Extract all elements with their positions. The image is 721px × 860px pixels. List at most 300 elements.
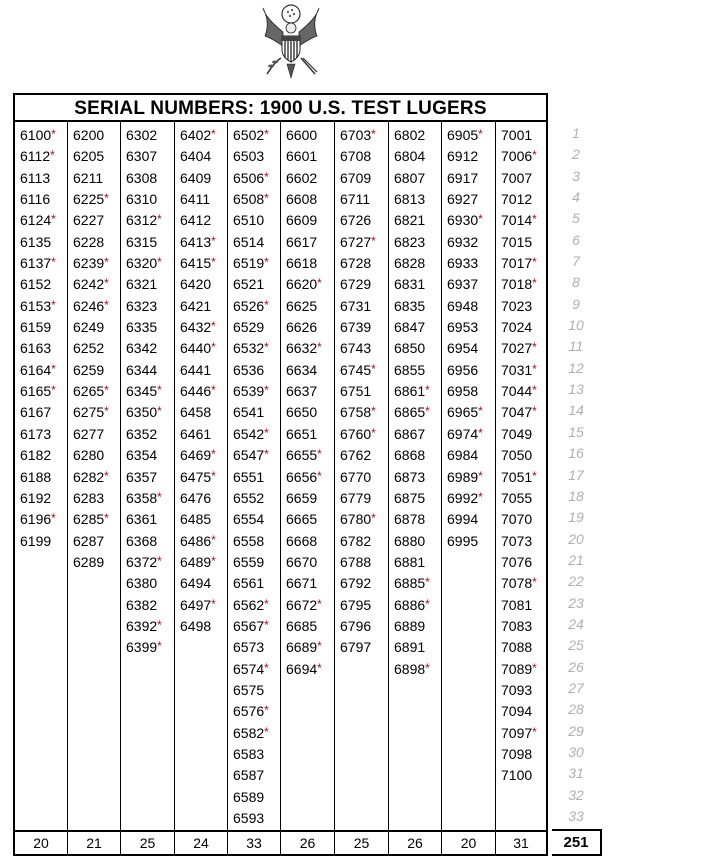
serial-number: 6182 — [20, 447, 52, 464]
serial-number: 6228 — [73, 233, 105, 250]
serial-number: 6726 — [340, 212, 372, 229]
row-number: 16 — [568, 445, 584, 462]
asterisk-marker: * — [317, 447, 322, 462]
serial-number-cell — [501, 445, 546, 466]
serial-number: 6441 — [180, 361, 212, 378]
serial-number-cell — [73, 360, 120, 381]
serial-number: 6497 — [180, 596, 212, 613]
serial-number: 6116 — [20, 191, 51, 208]
serial-number: 6323 — [126, 297, 158, 314]
serial-number-cell — [286, 253, 334, 274]
serial-number-cell — [447, 467, 495, 488]
serial-number: 6958 — [447, 383, 479, 400]
asterisk-marker: * — [211, 532, 216, 547]
serial-number: 6583 — [233, 745, 265, 762]
serial-number-cell — [180, 402, 227, 423]
serial-number-cell — [73, 552, 120, 573]
serial-number-cell — [20, 402, 67, 423]
serial-number: 6399 — [126, 639, 158, 656]
asterisk-marker: * — [264, 255, 269, 270]
serial-number-cell — [394, 125, 441, 146]
serial-number: 6205 — [73, 148, 105, 165]
asterisk-marker: * — [425, 404, 430, 419]
asterisk-marker: * — [317, 468, 322, 483]
serial-number-cell — [394, 360, 441, 381]
serial-number: 6246 — [73, 297, 105, 314]
serial-number-cell — [286, 338, 334, 359]
serial-number-cell — [233, 360, 280, 381]
serial-number: 7017 — [501, 255, 533, 272]
serial-number: 6668 — [286, 532, 318, 549]
serial-number: 6831 — [394, 276, 426, 293]
serial-number-cell — [233, 317, 280, 338]
asterisk-marker: * — [157, 489, 162, 504]
serial-number: 6412 — [180, 212, 212, 229]
serial-number-cell — [126, 381, 174, 402]
serial-number: 6380 — [126, 575, 158, 592]
serial-number: 6933 — [447, 255, 479, 272]
serial-number-cell — [340, 253, 388, 274]
serial-number: 6112 — [20, 148, 51, 165]
asterisk-marker: * — [264, 596, 269, 611]
serial-number: 7018 — [501, 276, 533, 293]
serial-number: 6567 — [233, 617, 265, 634]
row-number: 21 — [568, 551, 584, 568]
serial-number: 6632 — [286, 340, 318, 357]
serial-number: 7006 — [501, 148, 533, 165]
serial-number: 6694 — [286, 660, 318, 677]
serial-number-cell — [340, 381, 388, 402]
serial-number-cell — [73, 445, 120, 466]
serial-number-cell — [126, 125, 174, 146]
row-number: 30 — [568, 743, 584, 760]
serial-number-cell — [180, 210, 227, 231]
serial-number: 6994 — [447, 511, 479, 528]
serial-number: 6927 — [447, 191, 479, 208]
serial-number-cell — [501, 274, 546, 295]
serial-number-cell — [286, 488, 334, 509]
row-number: 33 — [568, 808, 584, 824]
serial-number-cell — [286, 509, 334, 530]
serial-number: 6689 — [286, 639, 318, 656]
serial-number-cell — [286, 616, 334, 637]
serial-number-cell — [447, 210, 495, 231]
serial-number: 6709 — [340, 169, 372, 186]
serial-number: 6835 — [394, 297, 426, 314]
serial-number: 6659 — [286, 489, 318, 506]
serial-number: 6312 — [126, 212, 158, 229]
asterisk-marker: * — [51, 212, 56, 227]
serial-number-cell — [20, 125, 67, 146]
serial-number: 7098 — [501, 745, 533, 762]
serial-number: 6227 — [73, 212, 105, 229]
serial-number: 6731 — [340, 297, 372, 314]
asterisk-marker: * — [104, 255, 109, 270]
asterisk-marker: * — [532, 660, 537, 675]
serial-number-cell — [180, 616, 227, 637]
serial-number: 6995 — [447, 532, 479, 549]
serial-number-cell — [20, 168, 67, 189]
serial-number-cell — [73, 232, 120, 253]
serial-number: 6559 — [233, 553, 265, 570]
serial-number-cell — [233, 232, 280, 253]
row-number: 32 — [568, 786, 584, 803]
serial-number: 6912 — [447, 148, 479, 165]
asterisk-marker: * — [478, 468, 483, 483]
serial-number: 6634 — [286, 361, 318, 378]
serial-number: 6868 — [394, 447, 426, 464]
serial-number-cell — [447, 168, 495, 189]
serial-number-cell — [126, 189, 174, 210]
serial-number: 6703 — [340, 127, 372, 143]
serial-number: 6608 — [286, 191, 318, 208]
serial-number-cell — [286, 552, 334, 573]
serial-number: 7094 — [501, 703, 533, 720]
serial-number-cell — [126, 338, 174, 359]
serial-number: 6582 — [233, 724, 265, 741]
serial-number: 7027 — [501, 340, 533, 357]
serial-number-cell — [73, 168, 120, 189]
serial-number-cell — [286, 424, 334, 445]
serial-number-cell — [73, 253, 120, 274]
asterisk-marker: * — [211, 468, 216, 483]
serial-number: 6200 — [73, 127, 105, 143]
serial-number: 7076 — [501, 553, 533, 570]
serial-number: 7100 — [501, 767, 533, 784]
column-total: 33 — [228, 832, 281, 854]
serial-number: 6804 — [394, 148, 426, 165]
asterisk-marker: * — [264, 297, 269, 312]
serial-number-cell — [286, 467, 334, 488]
asterisk-marker: * — [264, 340, 269, 355]
row-number: 31 — [568, 765, 584, 782]
serial-number-cell — [340, 168, 388, 189]
serial-number-cell — [73, 531, 120, 552]
serial-number-cell — [20, 424, 67, 445]
asterisk-marker: * — [104, 511, 109, 526]
asterisk-marker: * — [51, 361, 56, 376]
serial-number: 6655 — [286, 447, 318, 464]
serial-number: 6461 — [180, 425, 212, 442]
serial-number: 6285 — [73, 511, 105, 528]
serial-number: 6885 — [394, 575, 426, 592]
serial-number-cell — [501, 381, 546, 402]
serial-number: 6889 — [394, 617, 426, 634]
serial-number: 6163 — [20, 340, 52, 357]
serial-number-cell — [394, 595, 441, 616]
serial-number-cell — [340, 274, 388, 295]
asterisk-marker: * — [211, 383, 216, 398]
serial-number-cell — [286, 595, 334, 616]
asterisk-marker: * — [317, 340, 322, 355]
serial-number-cell — [73, 210, 120, 231]
serial-number: 6954 — [447, 340, 479, 357]
serial-number: 6554 — [233, 511, 265, 528]
asterisk-marker: * — [371, 425, 376, 440]
serial-number-cell — [126, 232, 174, 253]
serial-number-cell — [501, 467, 546, 488]
serial-number: 6239 — [73, 255, 105, 272]
serial-number: 6357 — [126, 468, 158, 485]
serial-number: 6618 — [286, 255, 318, 272]
serial-column-10 — [496, 122, 546, 830]
serial-number-cell — [340, 509, 388, 530]
serial-number: 6948 — [447, 297, 479, 314]
serial-number-cell — [180, 381, 227, 402]
serial-number: 6602 — [286, 169, 318, 186]
serial-number-cell — [180, 317, 227, 338]
serial-column-9 — [442, 122, 496, 830]
serial-number-cell — [180, 274, 227, 295]
asterisk-marker: * — [264, 127, 269, 141]
serial-number-cell — [501, 595, 546, 616]
serial-number: 6124 — [20, 212, 52, 229]
asterisk-marker: * — [211, 340, 216, 355]
serial-number: 6878 — [394, 511, 426, 528]
row-number: 10 — [568, 317, 584, 334]
serial-number-cell — [180, 445, 227, 466]
serial-number-cell — [20, 509, 67, 530]
serial-number-cell — [286, 637, 334, 658]
serial-number-cell — [233, 552, 280, 573]
serial-number: 6620 — [286, 276, 318, 293]
serial-number-cell — [233, 787, 280, 808]
serial-number-cell — [501, 723, 546, 744]
serial-number: 6225 — [73, 191, 105, 208]
serial-number-cell — [73, 338, 120, 359]
grand-total: 251 — [552, 829, 602, 856]
serial-number-cell — [180, 253, 227, 274]
serial-number-cell — [20, 445, 67, 466]
serial-number: 6609 — [286, 212, 318, 229]
serial-number: 6320 — [126, 255, 158, 272]
serial-number: 7070 — [501, 511, 533, 528]
serial-number: 6823 — [394, 233, 426, 250]
row-number-column — [556, 123, 596, 827]
serial-number-cell — [447, 402, 495, 423]
serial-number-cell — [286, 531, 334, 552]
serial-number: 6308 — [126, 169, 158, 186]
serial-number: 6489 — [180, 553, 212, 570]
serial-number: 7015 — [501, 233, 533, 250]
serial-number: 6275 — [73, 404, 105, 421]
asterisk-marker: * — [532, 575, 537, 590]
serial-number: 6821 — [394, 212, 426, 229]
asterisk-marker: * — [478, 425, 483, 440]
serial-number-cell — [286, 445, 334, 466]
serial-number-cell — [73, 146, 120, 167]
serial-number-cell — [394, 381, 441, 402]
serial-number-cell — [20, 488, 67, 509]
serial-number: 6930 — [447, 212, 479, 229]
serial-number: 6671 — [286, 575, 318, 592]
serial-number-cell — [501, 168, 546, 189]
serial-number-cell — [340, 424, 388, 445]
serial-number: 6625 — [286, 297, 318, 314]
column-total: 21 — [68, 832, 121, 854]
asterisk-marker: * — [532, 383, 537, 398]
row-number: 26 — [568, 658, 584, 675]
serial-number-cell — [20, 467, 67, 488]
serial-number: 6743 — [340, 340, 372, 357]
serial-number: 6729 — [340, 276, 372, 293]
row-number: 4 — [572, 189, 580, 206]
serial-number-cell — [340, 595, 388, 616]
serial-number: 6283 — [73, 489, 105, 506]
serial-number-cell — [394, 338, 441, 359]
asterisk-marker: * — [264, 169, 269, 184]
serial-number-cell — [340, 210, 388, 231]
serial-number: 6409 — [180, 169, 212, 186]
serial-column-6 — [281, 122, 335, 830]
serial-column-2 — [68, 122, 121, 830]
serial-number: 6421 — [180, 297, 212, 314]
serial-number-cell — [73, 296, 120, 317]
serial-number: 6113 — [20, 169, 51, 186]
serial-number: 6277 — [73, 425, 105, 442]
serial-number: 7014 — [501, 212, 533, 229]
serial-number: 6508 — [233, 191, 265, 208]
serial-number: 6576 — [233, 703, 265, 720]
row-number: 18 — [568, 487, 584, 504]
column-total: 20 — [15, 832, 68, 854]
serial-number-cell — [286, 146, 334, 167]
serial-number: 6188 — [20, 468, 52, 485]
serial-number-cell — [340, 317, 388, 338]
serial-number-cell — [286, 232, 334, 253]
serial-number: 7055 — [501, 489, 533, 506]
serial-number-cell — [394, 509, 441, 530]
serial-number-cell — [73, 509, 120, 530]
great-seal-eagle-icon — [255, 2, 327, 80]
serial-number-cell — [501, 189, 546, 210]
row-number: 25 — [568, 637, 584, 654]
asterisk-marker: * — [157, 212, 162, 227]
serial-number: 6310 — [126, 191, 158, 208]
serial-number: 6551 — [233, 468, 265, 485]
serial-column-1 — [15, 122, 68, 830]
serial-number-cell — [180, 488, 227, 509]
serial-number: 6372 — [126, 553, 158, 570]
serial-number: 6344 — [126, 361, 158, 378]
serial-number-cell — [20, 146, 67, 167]
serial-number-cell — [233, 146, 280, 167]
serial-number-cell — [233, 616, 280, 637]
serial-number-cell — [501, 701, 546, 722]
serial-number-cell — [394, 467, 441, 488]
asterisk-marker: * — [104, 297, 109, 312]
serial-number-cell — [447, 488, 495, 509]
serial-number: 6469 — [180, 447, 212, 464]
serial-number: 6252 — [73, 340, 105, 357]
serial-number-cell — [126, 253, 174, 274]
serial-number-cell — [233, 744, 280, 765]
serial-number: 6656 — [286, 468, 318, 485]
serial-number-cell — [501, 296, 546, 317]
serial-number: 6807 — [394, 169, 426, 186]
serial-number-cell — [501, 488, 546, 509]
row-number: 6 — [572, 231, 580, 248]
serial-number-cell — [126, 531, 174, 552]
serial-number: 6891 — [394, 639, 426, 656]
serial-number-cell — [394, 637, 441, 658]
serial-number-cell — [233, 680, 280, 701]
serial-number-cell — [394, 445, 441, 466]
serial-number: 7073 — [501, 532, 533, 549]
row-number: 3 — [572, 167, 580, 184]
serial-number-cell — [340, 445, 388, 466]
serial-numbers-table — [13, 93, 548, 856]
asterisk-marker: * — [532, 724, 537, 739]
asterisk-marker: * — [157, 553, 162, 568]
serial-number: 6728 — [340, 255, 372, 272]
serial-number-cell — [447, 253, 495, 274]
asterisk-marker: * — [532, 255, 537, 270]
serial-number: 6415 — [180, 255, 212, 272]
serial-number-cell — [233, 253, 280, 274]
serial-number: 7097 — [501, 724, 533, 741]
serial-number: 6865 — [394, 404, 426, 421]
serial-number-cell — [394, 552, 441, 573]
serial-number: 6875 — [394, 489, 426, 506]
serial-number: 6287 — [73, 532, 105, 549]
serial-number-cell — [394, 402, 441, 423]
serial-number-cell — [233, 467, 280, 488]
serial-number: 6280 — [73, 447, 105, 464]
serial-number: 7044 — [501, 383, 533, 400]
serial-number-cell — [73, 488, 120, 509]
serial-number-cell — [126, 616, 174, 637]
serial-number: 6382 — [126, 596, 158, 613]
serial-number: 6905 — [447, 127, 479, 143]
serial-number-cell — [73, 381, 120, 402]
asterisk-marker: * — [371, 511, 376, 526]
row-number: 22 — [568, 573, 584, 590]
serial-number: 7078 — [501, 575, 533, 592]
serial-number-cell — [233, 189, 280, 210]
column-total: 26 — [281, 832, 335, 854]
asterisk-marker: * — [532, 212, 537, 227]
serial-number-cell — [501, 744, 546, 765]
serial-number-cell — [447, 125, 495, 146]
serial-number-cell — [180, 573, 227, 594]
serial-number-cell — [501, 125, 546, 146]
serial-number: 6302 — [126, 127, 158, 143]
serial-number: 6289 — [73, 553, 105, 570]
serial-number-cell — [180, 467, 227, 488]
serial-number-cell — [233, 723, 280, 744]
serial-number: 6402 — [180, 127, 212, 143]
serial-number-cell — [501, 765, 546, 786]
asterisk-marker: * — [317, 660, 322, 675]
serial-number-cell — [394, 573, 441, 594]
serial-number: 7050 — [501, 447, 533, 464]
asterisk-marker: * — [50, 148, 55, 163]
row-number: 13 — [568, 381, 584, 398]
serial-number: 6265 — [73, 383, 105, 400]
serial-number-cell — [501, 573, 546, 594]
serial-number: 6992 — [447, 489, 479, 506]
serial-number: 6350 — [126, 404, 158, 421]
row-number: 9 — [572, 295, 580, 312]
serial-number-cell — [501, 552, 546, 573]
serial-column-5 — [228, 122, 281, 830]
serial-number: 6932 — [447, 233, 479, 250]
asterisk-marker: * — [264, 660, 269, 675]
serial-number: 6880 — [394, 532, 426, 549]
serial-number-cell — [501, 680, 546, 701]
serial-number: 6432 — [180, 319, 212, 336]
